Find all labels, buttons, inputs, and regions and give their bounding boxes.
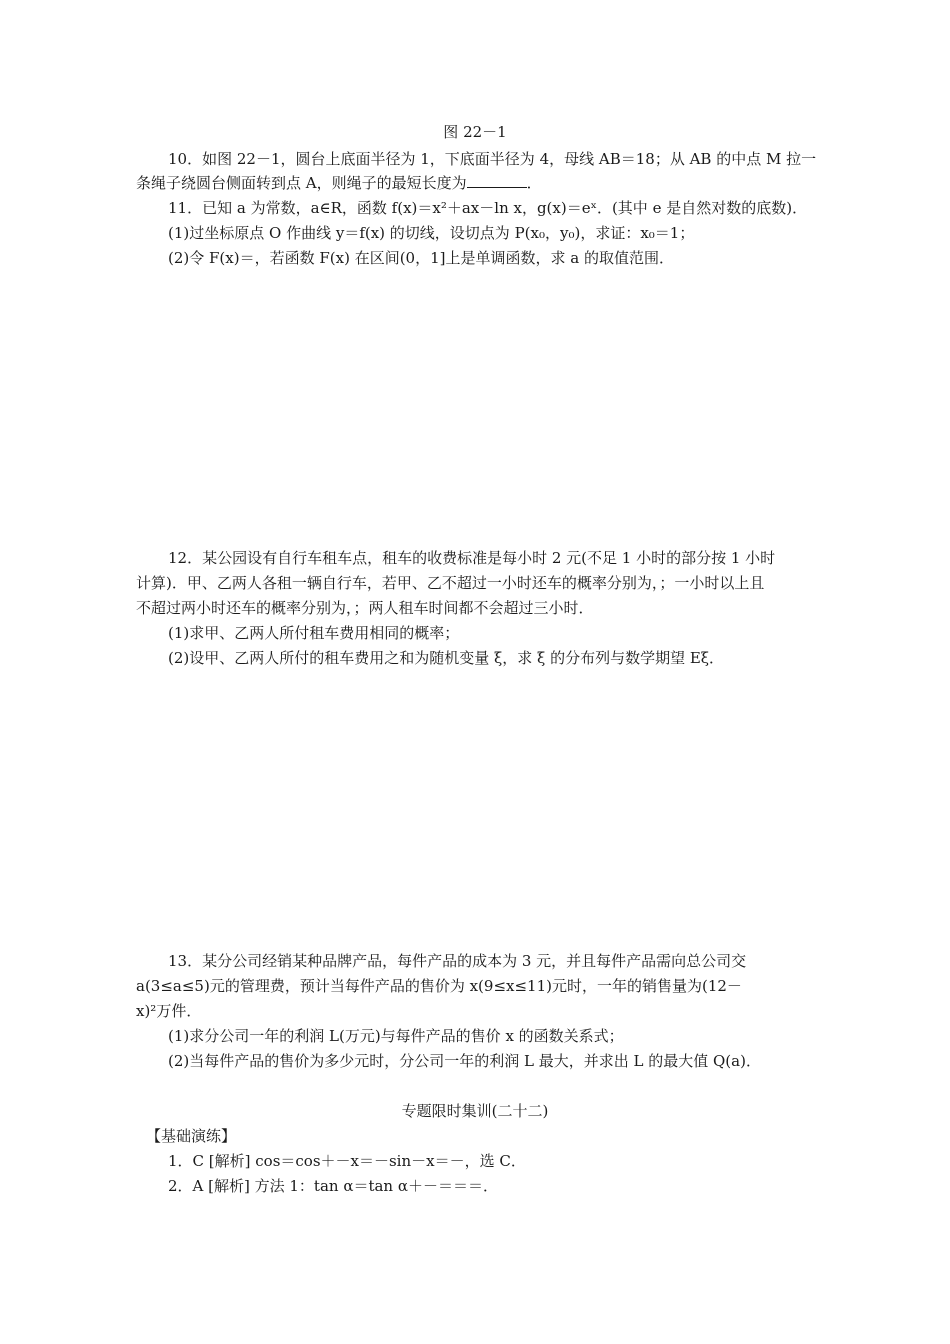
figure-caption: 图 22－1 [443,123,507,141]
question-12-part-2: (2)设甲、乙两人所付的租车费用之和为随机变量 ξ，求 ξ 的分布列与数学期望 Eξ． [168,649,725,667]
question-11-part-1: (1)过坐标原点 O 作曲线 y＝f(x) 的切线，设切点为 P(x₀，y₀)，求证：x₀＝1； [168,224,695,242]
question-12-line-3: 不超过两小时还车的概率分别为，；两人租车时间都不会超过三小时． [136,599,594,617]
question-13-part-2: (2)当每件产品的售价为多少元时，分公司一年的利润 L 最大，并求出 L 的最大值 Q(a)． [168,1052,761,1070]
question-13-line-1: 13．某分公司经销某种品牌产品，每件产品的成本为 3 元，并且每件产品需向总公司交 [168,952,747,970]
answer-1: 1．C [解析] cos＝cos＋－x＝－sin－x＝－，选 C． [168,1152,526,1170]
subsection-heading: 【基础演练】 [146,1127,237,1145]
question-13-part-1: (1)求分公司一年的利润 L(万元)与每件产品的售价 x 的函数关系式； [168,1027,624,1045]
question-10-line-1: 10．如图 22－1，圆台上底面半径为 1，下底面半径为 4，母线 AB＝18；从 AB 的中点 M 拉一 [168,150,817,168]
answer-2: 2．A [解析] 方法 1：tan α＝tan α＋－＝＝＝． [168,1177,498,1195]
question-11-line-1: 11．已知 a 为常数，a∈R，函数 f(x)＝x²＋ax－ln x，g(x)＝eˣ．(其中 e 是自然对数的底数)． [168,199,808,217]
question-13-line-3: x)²万件． [136,1002,202,1020]
question-12-line-1: 12．某公园设有自行车租车点，租车的收费标准是每小时 2 元(不足 1 小时的部分按 1 小时 [168,549,776,567]
question-13-line-2: a(3≤a≤5)元的管理费，预计当每件产品的售价为 x(9≤x≤11)元时，一年的销售量为(12－ [136,977,742,995]
question-10-line-2 [136,172,542,194]
question-12-part-1: (1)求甲、乙两人所付租车费用相同的概率； [168,624,460,642]
question-12-line-2: 计算)．甲、乙两人各租一辆自行车，若甲、乙不超过一小时还车的概率分别为，；一小时以上且 [136,574,765,592]
answer-blank [467,173,527,188]
question-10-end: ． [526,174,542,192]
question-11-part-2: (2)令 F(x)＝，若函数 F(x) 在区间(0，1]上是单调函数，求 a 的取值范围． [168,249,674,267]
section-title: 专题限时集训(二十二) [401,1102,549,1120]
question-10-text: 条绳子绕圆台侧面转到点 A，则绳子的最短长度为 [136,174,467,192]
